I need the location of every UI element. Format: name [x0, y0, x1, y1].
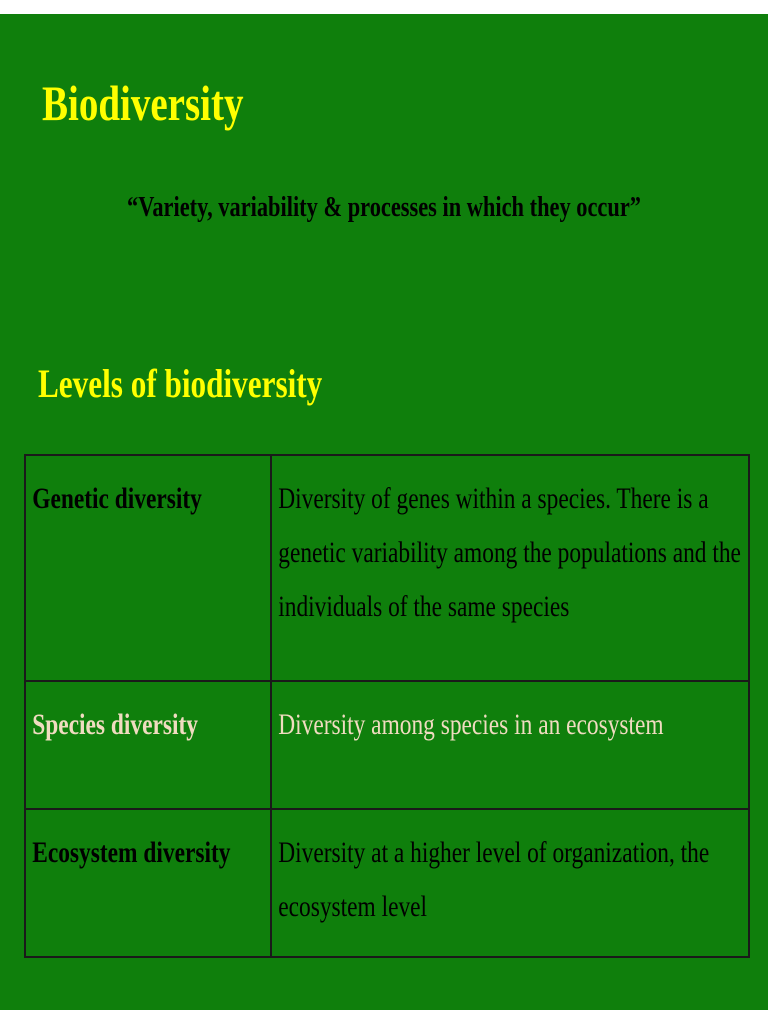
term-genetic: Genetic diversity: [32, 482, 202, 515]
term-species: Species diversity: [32, 708, 198, 741]
term-ecosystem: Ecosystem diversity: [32, 836, 231, 869]
table-row: [25, 809, 749, 957]
slide: [0, 14, 768, 1010]
table-row: [25, 455, 749, 681]
levels-table: [24, 454, 750, 958]
section-heading: Levels of biodiversity: [38, 361, 323, 406]
slide-title: Biodiversity: [42, 75, 244, 131]
description-cell: [271, 681, 749, 809]
description-genetic: Diversity of genes within a species. There is a genetic variability among the populations and the individuals of the same species: [278, 482, 741, 623]
description-ecosystem: Diversity at a higher level of organization, the ecosystem level: [278, 836, 710, 923]
description-cell: [271, 455, 749, 681]
table-row: [25, 681, 749, 809]
term-cell: [25, 809, 271, 957]
description-cell: [271, 809, 749, 957]
term-cell: [25, 455, 271, 681]
term-cell: [25, 681, 271, 809]
definition-quote: “Variety, variability & processes in which they occur”: [127, 192, 641, 223]
description-species: Diversity among species in an ecosystem: [278, 708, 664, 741]
